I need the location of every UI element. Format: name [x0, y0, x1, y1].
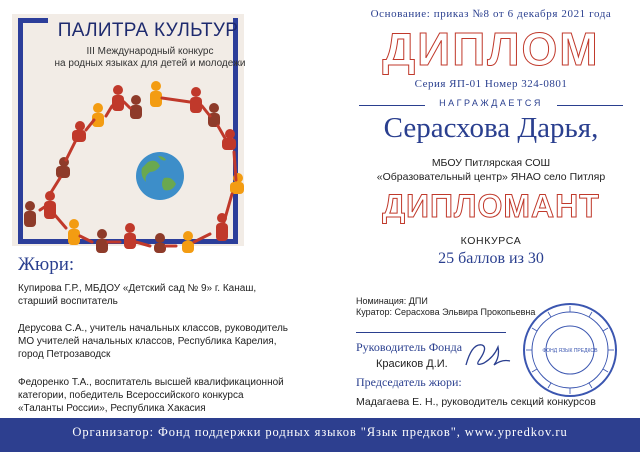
stamp-text: ФОНД ЯЗЫК ПРЕДКОВ: [542, 348, 598, 354]
awarded-rule-right: [557, 105, 623, 106]
chair-name: Мадагаева Е. Н., руководитель секций конкурсов: [356, 396, 596, 408]
chair-title: Председатель жюри:: [356, 375, 462, 389]
jury-member-1: Купирова Г.Р., МБДОУ «Детский сад № 9» г. Канаш, старший воспитатель: [18, 283, 257, 307]
stamp-seal: [520, 300, 620, 400]
dancers-illustration: [10, 78, 260, 253]
series-number: Серия ЯП-01 Номер 324-0801: [414, 78, 568, 90]
brand-subtitle-line2: на родных языках для детей и молодежи: [54, 58, 246, 69]
brand-subtitle-line1: III Международный конкурс: [86, 46, 214, 57]
artwork-frame-top: [18, 18, 48, 23]
basis-text: Основание: приказ №8 от 6 декабря 2021 года: [370, 8, 612, 20]
curator-text: Куратор: Серасхова Эльвира Прокопьевна: [356, 307, 536, 317]
signature-mark: [460, 335, 520, 375]
diploma-heading: ДИПЛОМ: [382, 23, 600, 75]
nomination-text: Номинация: ДПИ: [356, 296, 428, 306]
awarded-label: НАГРАЖДАЕТСЯ: [439, 98, 543, 108]
head-divider: [356, 332, 506, 333]
globe-icon: [136, 152, 184, 200]
school-line2: «Образовательный центр» ЯНАО село Питляр: [376, 171, 606, 183]
laureate-heading: ДИПЛОМАНТ: [382, 188, 600, 224]
score-text: 25 баллов из 30: [438, 250, 544, 267]
head-name: Красиков Д.И.: [376, 358, 448, 370]
dancer-figures: [24, 81, 244, 253]
school-line1: МБОУ Питлярская СОШ: [431, 157, 551, 169]
recipient-name: Серасхова Дарья,: [383, 112, 599, 144]
contest-label: КОНКУРСА: [460, 235, 522, 247]
jury-member-3: Федоренко Т.А., воспитатель высшей квалификационной категории, победитель Всероссийского конкурса «Таланты России», Республика Хакасия: [18, 377, 284, 414]
brand-subtitle: [44, 46, 256, 70]
jury-title: Жюри:: [18, 254, 75, 275]
awarded-divider: [355, 98, 627, 112]
brand-title: ПАЛИТРА КУЛЬТУР: [57, 20, 239, 41]
jury-member-2: Дерусова С.А., учитель начальных классов, руководитель МО учителей начальных классов, Республика Карелия, город Петрозаводск: [18, 323, 289, 360]
footer-text: Организатор: Фонд поддержки родных языков "Язык предков", www.ypredkov.ru: [72, 425, 568, 439]
head-title: Руководитель Фонда: [356, 340, 463, 354]
